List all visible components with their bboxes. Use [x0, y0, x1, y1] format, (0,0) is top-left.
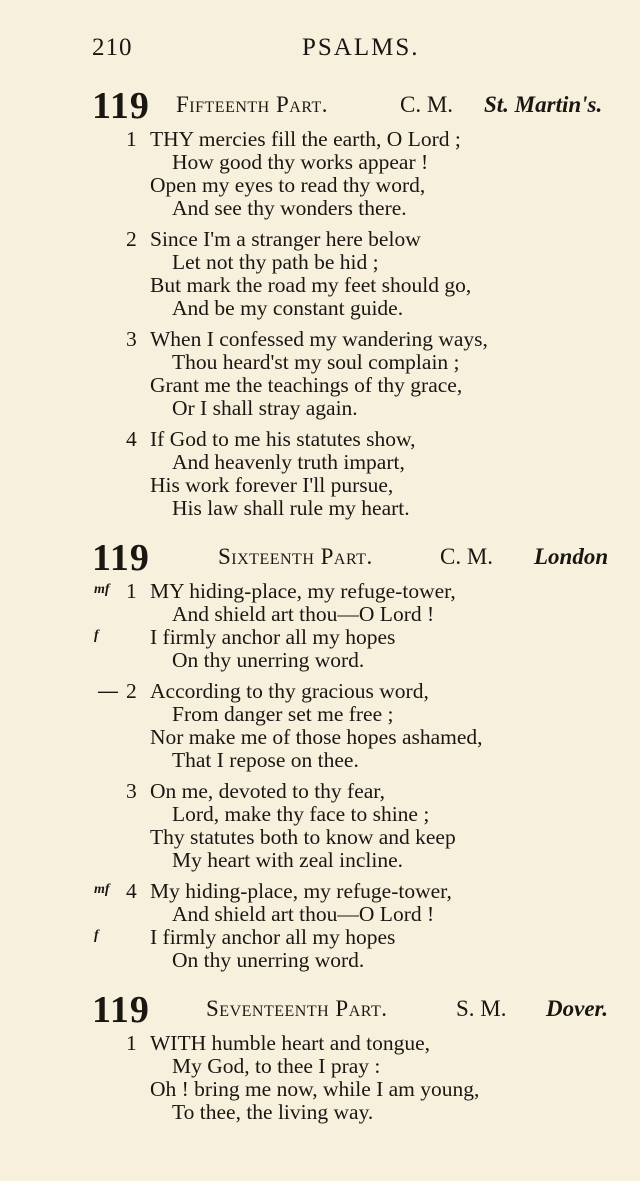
- verse-line: [92, 151, 622, 174]
- psalm-number: 119: [92, 537, 150, 579]
- verse-text: THY mercies fill the earth, O Lord ;: [150, 127, 461, 151]
- meter-label: C. M.: [400, 92, 454, 117]
- psalm-heading: [92, 85, 622, 128]
- stanza-number: 1: [126, 1031, 137, 1055]
- verse-text: Thy statutes both to know and keep: [150, 825, 456, 849]
- verse-text: Open my eyes to read thy word,: [150, 173, 426, 197]
- stanza: [92, 228, 622, 320]
- psalm-heading: [92, 989, 622, 1032]
- verse-line: [92, 826, 622, 849]
- verse-text: I firmly anchor all my hopes: [150, 925, 396, 949]
- psalm-number: 119: [92, 989, 150, 1031]
- verse-text: To thee, the living way.: [172, 1100, 374, 1124]
- verse-line: [92, 626, 622, 649]
- part-label: Fifteenth Part.: [176, 92, 329, 117]
- verse-line: [92, 1032, 622, 1055]
- stanza-number: 3: [126, 779, 137, 803]
- verse-line: [92, 903, 622, 926]
- verse-text: On me, devoted to thy fear,: [150, 779, 385, 803]
- verse-text: And shield art thou—O Lord !: [172, 602, 435, 626]
- verse-text: Lord, make thy face to shine ;: [172, 802, 430, 826]
- verse-text: On thy unerring word.: [172, 648, 365, 672]
- verse-text: Oh ! bring me now, while I am young,: [150, 1077, 480, 1101]
- verse-text: But mark the road my feet should go,: [150, 273, 472, 297]
- verse-line: [92, 251, 622, 274]
- verse-text: MY hiding-place, my refuge-tower,: [150, 579, 456, 603]
- book-title: PSALMS.: [302, 34, 420, 61]
- stanza: [92, 580, 622, 672]
- verse-line: [92, 1101, 622, 1124]
- tune-name: London: [534, 544, 609, 569]
- stanza-number: 1: [126, 579, 137, 603]
- psalm-section-seventeenth: [92, 989, 622, 1132]
- verse-text: Grant me the teachings of thy grace,: [150, 373, 463, 397]
- verse-text: His work forever I'll pursue,: [150, 473, 394, 497]
- verse-text: I firmly anchor all my hopes: [150, 625, 396, 649]
- verse-line: [92, 649, 622, 672]
- stanza: [92, 880, 622, 972]
- verse-line: [92, 197, 622, 220]
- verse-line: [92, 451, 622, 474]
- verse-line: [92, 849, 622, 872]
- verse-text: And heavenly truth impart,: [172, 450, 405, 474]
- stanza-number: 3: [126, 327, 137, 351]
- verse-line: [92, 880, 622, 903]
- verse-line: [92, 926, 622, 949]
- stanza: [92, 1032, 622, 1124]
- verse-line: [92, 474, 622, 497]
- verse-line: [92, 780, 622, 803]
- verse-text: Let not thy path be hid ;: [172, 250, 379, 274]
- psalm-section-sixteenth: [92, 537, 622, 980]
- stanza: [92, 428, 622, 520]
- tune-name: St. Martin's.: [484, 92, 603, 117]
- verse-text: Since I'm a stranger here below: [150, 227, 421, 251]
- stanza: [92, 780, 622, 872]
- verse-text: Nor make me of those hopes ashamed,: [150, 725, 483, 749]
- stanza-number: 1: [126, 127, 137, 151]
- verse-text: And be my constant guide.: [172, 296, 404, 320]
- verse-line: [92, 397, 622, 420]
- verse-line: [92, 328, 622, 351]
- verse-line: [92, 497, 622, 520]
- verse-text: From danger set me free ;: [172, 702, 394, 726]
- verse-text: My heart with zeal incline.: [172, 848, 404, 872]
- stanza-number: 2: [126, 679, 137, 703]
- verse-line: [92, 297, 622, 320]
- verse-line: [92, 749, 622, 772]
- verse-line: [92, 351, 622, 374]
- psalm-number: 119: [92, 85, 150, 127]
- verse-text: His law shall rule my heart.: [172, 496, 410, 520]
- part-label: Sixteenth Part.: [218, 544, 373, 569]
- psalm-heading: [92, 537, 622, 580]
- verse-text: When I confessed my wandering ways,: [150, 327, 488, 351]
- verse-line: [92, 428, 622, 451]
- stanza-number: 4: [126, 427, 137, 451]
- meter-label: S. M.: [456, 996, 507, 1021]
- verse-text: That I repose on thee.: [172, 748, 359, 772]
- dynamic-marking: mf: [94, 582, 110, 597]
- verse-line: [92, 726, 622, 749]
- part-label: Seventeenth Part.: [206, 996, 388, 1021]
- page-number: 210: [92, 34, 133, 61]
- verse-line: [92, 1055, 622, 1078]
- verse-text: If God to me his statutes show,: [150, 427, 416, 451]
- verse-text: On thy unerring word.: [172, 948, 365, 972]
- verse-line: [92, 703, 622, 726]
- verse-line: [92, 803, 622, 826]
- stanza: [92, 128, 622, 220]
- dynamic-marking: —: [98, 680, 118, 702]
- verse-line: [92, 374, 622, 397]
- stanza: [92, 680, 622, 772]
- verse-text: And see thy wonders there.: [172, 196, 407, 220]
- verse-line: [92, 274, 622, 297]
- verse-line: [92, 580, 622, 603]
- verse-line: [92, 1078, 622, 1101]
- dynamic-marking: mf: [94, 882, 110, 897]
- verse-line: [92, 603, 622, 626]
- stanza: [92, 328, 622, 420]
- verse-line: [92, 680, 622, 703]
- stanza-number: 2: [126, 227, 137, 251]
- psalm-section-fifteenth: [92, 85, 622, 528]
- verse-line: [92, 228, 622, 251]
- verse-text: My hiding-place, my refuge-tower,: [150, 879, 452, 903]
- dynamic-marking: f: [94, 628, 99, 643]
- running-head: [92, 34, 622, 66]
- verse-text: And shield art thou—O Lord !: [172, 902, 435, 926]
- verse-text: How good thy works appear !: [172, 150, 429, 174]
- verse-text: WITH humble heart and tongue,: [150, 1031, 431, 1055]
- dynamic-marking: f: [94, 928, 99, 943]
- meter-label: C. M.: [440, 544, 494, 569]
- verse-line: [92, 128, 622, 151]
- verse-text: Or I shall stray again.: [172, 396, 358, 420]
- verse-line: [92, 174, 622, 197]
- stanza-number: 4: [126, 879, 137, 903]
- verse-line: [92, 949, 622, 972]
- tune-name: Dover.: [546, 996, 608, 1021]
- verse-text: My God, to thee I pray :: [172, 1054, 381, 1078]
- verse-text: According to thy gracious word,: [150, 679, 429, 703]
- verse-text: Thou heard'st my soul complain ;: [172, 350, 460, 374]
